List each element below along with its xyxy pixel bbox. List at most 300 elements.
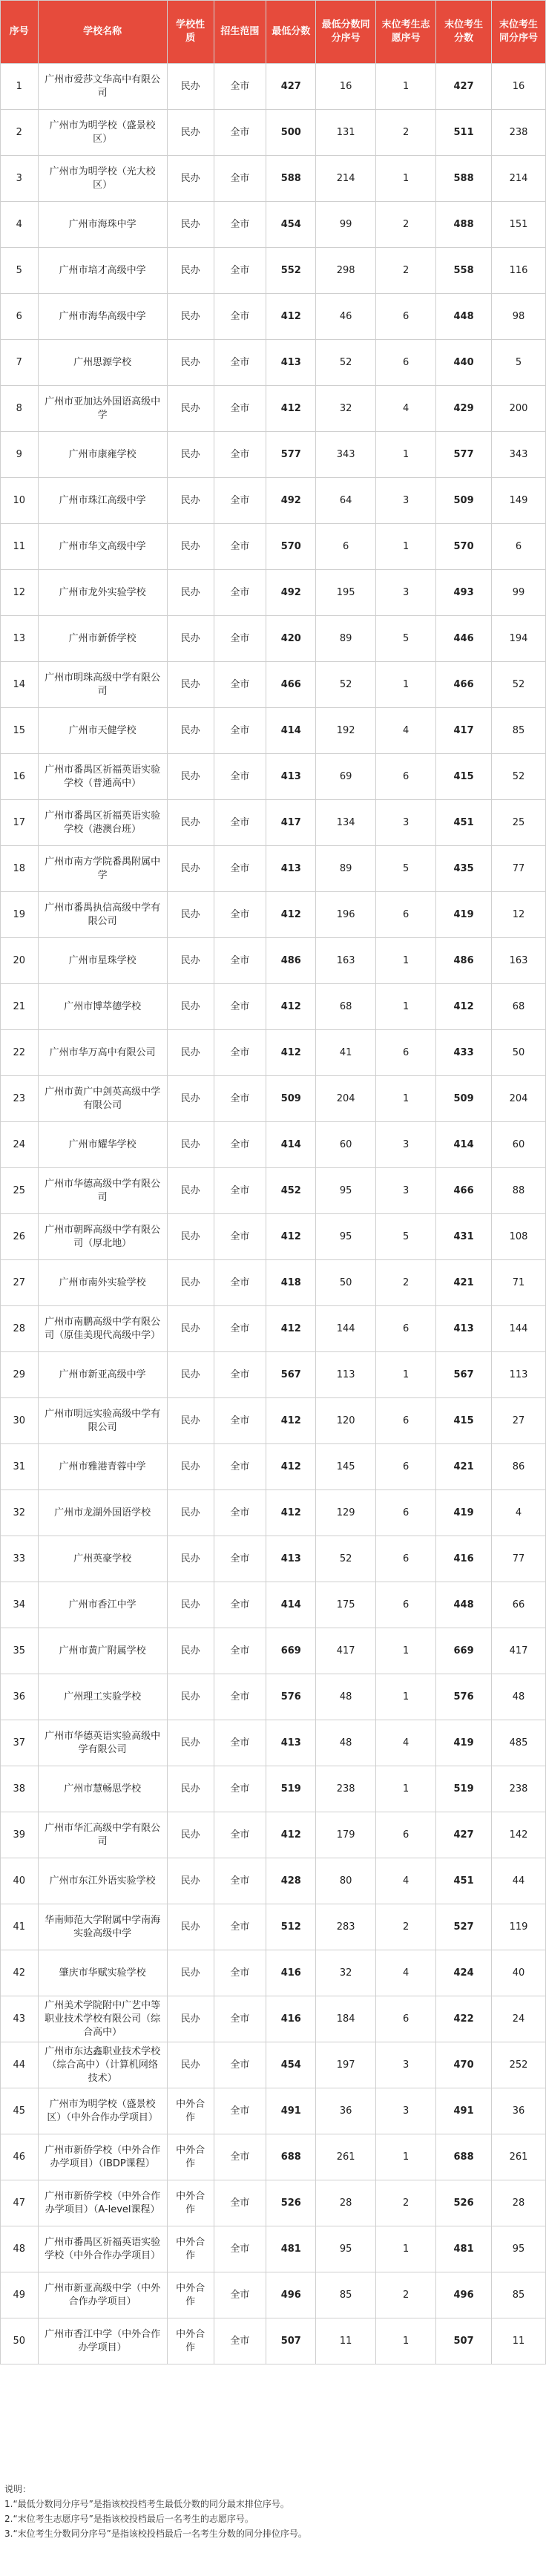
cell-school-name: 广州市慧畅思学校 [38,1766,167,1812]
cell-last-choice-order: 2 [376,1904,436,1950]
cell-index: 39 [1,1812,39,1858]
cell-last-score-rank: 252 [492,2042,546,2088]
cell-enrollment-scope: 全市 [214,1674,266,1720]
cell-min-score: 466 [266,662,316,708]
cell-school-name: 广州市新侨学校 [38,616,167,662]
cell-enrollment-scope: 全市 [214,294,266,340]
cell-min-score: 492 [266,478,316,524]
cell-school-name: 广州英豪学校 [38,1536,167,1582]
cell-min-score: 414 [266,1582,316,1628]
cell-last-choice-order: 1 [376,1076,436,1122]
cell-school-name: 广州市番禺区祈福英语实验学校（普通高中） [38,754,167,800]
cell-index: 47 [1,2180,39,2226]
cell-last-score: 435 [436,846,492,892]
cell-index: 5 [1,248,39,294]
cell-index: 21 [1,984,39,1030]
cell-school-type: 民办 [167,1582,214,1628]
cell-school-name: 广州市明珠高级中学有限公司 [38,662,167,708]
cell-last-score: 669 [436,1628,492,1674]
table-row [1,2134,546,2180]
cell-index: 34 [1,1582,39,1628]
cell-last-choice-order: 3 [376,478,436,524]
table-row [1,2272,546,2318]
cell-last-choice-order: 2 [376,248,436,294]
cell-school-type: 民办 [167,1076,214,1122]
table-row [1,1398,546,1444]
cell-enrollment-scope: 全市 [214,1260,266,1306]
cell-school-type: 民办 [167,1444,214,1490]
cell-index: 6 [1,294,39,340]
cell-last-choice-order: 3 [376,2088,436,2134]
cell-enrollment-scope: 全市 [214,1766,266,1812]
table-row [1,984,546,1030]
cell-min-score: 416 [266,1996,316,2042]
cell-min-score: 416 [266,1950,316,1996]
cell-index: 14 [1,662,39,708]
cell-last-score-rank: 44 [492,1858,546,1904]
table-row [1,1720,546,1766]
table-row [1,1812,546,1858]
cell-school-type: 民办 [167,1996,214,2042]
cell-last-score-rank: 27 [492,1398,546,1444]
cell-school-name: 广州市培才高级中学 [38,248,167,294]
cell-last-choice-order: 2 [376,202,436,248]
cell-school-type: 民办 [167,1858,214,1904]
cell-school-type: 民办 [167,478,214,524]
cell-min-score: 412 [266,1214,316,1260]
cell-school-name: 广州市番禺执信高级中学有限公司 [38,892,167,938]
cell-last-score: 415 [436,754,492,800]
cell-index: 41 [1,1904,39,1950]
cell-index: 3 [1,156,39,202]
cell-enrollment-scope: 全市 [214,524,266,570]
cell-min-score: 570 [266,524,316,570]
cell-min-score-rank: 48 [316,1674,376,1720]
cell-last-choice-order: 1 [376,2226,436,2272]
cell-index: 31 [1,1444,39,1490]
cell-min-score-rank: 131 [316,110,376,156]
cell-school-type: 民办 [167,1950,214,1996]
cell-min-score: 412 [266,984,316,1030]
cell-last-choice-order: 1 [376,432,436,478]
cell-min-score-rank: 204 [316,1076,376,1122]
cell-last-score: 588 [436,156,492,202]
cell-last-score-rank: 12 [492,892,546,938]
table-row [1,754,546,800]
cell-school-type: 民办 [167,2042,214,2088]
cell-school-type: 民办 [167,1122,214,1168]
table-row [1,1536,546,1582]
cell-school-name: 广州市海华高级中学 [38,294,167,340]
cell-min-score: 412 [266,1306,316,1352]
cell-last-score-rank: 113 [492,1352,546,1398]
cell-school-name: 广州市珠江高级中学 [38,478,167,524]
cell-enrollment-scope: 全市 [214,110,266,156]
cell-min-score: 412 [266,1812,316,1858]
cell-school-type: 民办 [167,1812,214,1858]
cell-enrollment-scope: 全市 [214,386,266,432]
cell-school-type: 民办 [167,1628,214,1674]
cell-school-type: 民办 [167,1536,214,1582]
cell-last-score: 486 [436,938,492,984]
cell-school-type: 中外合作 [167,2180,214,2226]
cell-last-score-rank: 68 [492,984,546,1030]
cell-last-score-rank: 119 [492,1904,546,1950]
cell-min-score-rank: 41 [316,1030,376,1076]
cell-school-type: 民办 [167,662,214,708]
cell-school-name: 广州市华汇高级中学有限公司 [38,1812,167,1858]
cell-school-name: 广州市南外实验学校 [38,1260,167,1306]
cell-last-choice-order: 1 [376,938,436,984]
cell-last-score: 427 [436,1812,492,1858]
table-row [1,2180,546,2226]
cell-last-choice-order: 6 [376,754,436,800]
table-row [1,1904,546,1950]
cell-school-name: 广州市新侨学校（中外合作办学项目）（A-level课程） [38,2180,167,2226]
table-row [1,2226,546,2272]
cell-last-score-rank: 204 [492,1076,546,1122]
cell-min-score: 576 [266,1674,316,1720]
cell-last-score: 451 [436,1858,492,1904]
cell-last-choice-order: 1 [376,984,436,1030]
cell-index: 11 [1,524,39,570]
cell-last-choice-order: 4 [376,1720,436,1766]
table-row [1,662,546,708]
cell-school-type: 民办 [167,64,214,110]
cell-last-choice-order: 6 [376,1306,436,1352]
cell-min-score-rank: 80 [316,1858,376,1904]
cell-last-score: 419 [436,1490,492,1536]
cell-min-score-rank: 32 [316,1950,376,1996]
cell-school-type: 民办 [167,202,214,248]
cell-last-choice-order: 1 [376,1352,436,1398]
cell-last-choice-order: 6 [376,1996,436,2042]
cell-last-score: 448 [436,1582,492,1628]
cell-index: 25 [1,1168,39,1214]
cell-school-type: 中外合作 [167,2272,214,2318]
table-row [1,1582,546,1628]
cell-last-score-rank: 5 [492,340,546,386]
table-row [1,616,546,662]
cell-enrollment-scope: 全市 [214,1812,266,1858]
cell-min-score-rank: 48 [316,1720,376,1766]
table-row [1,1674,546,1720]
cell-min-score: 412 [266,1444,316,1490]
cell-school-name: 广州市天健学校 [38,708,167,754]
cell-last-score: 576 [436,1674,492,1720]
cell-last-score: 417 [436,708,492,754]
cell-last-score: 481 [436,2226,492,2272]
cell-min-score-rank: 68 [316,984,376,1030]
table-row [1,1858,546,1904]
cell-last-score: 491 [436,2088,492,2134]
cell-min-score: 412 [266,1030,316,1076]
cell-enrollment-scope: 全市 [214,2272,266,2318]
cell-school-type: 民办 [167,386,214,432]
cell-last-score: 466 [436,662,492,708]
cell-min-score: 412 [266,1398,316,1444]
cell-enrollment-scope: 全市 [214,984,266,1030]
cell-min-score-rank: 144 [316,1306,376,1352]
cell-index: 28 [1,1306,39,1352]
table-row [1,1490,546,1536]
cell-last-score-rank: 52 [492,662,546,708]
cell-min-score-rank: 52 [316,340,376,386]
cell-last-score: 422 [436,1996,492,2042]
cell-min-score: 567 [266,1352,316,1398]
cell-index: 4 [1,202,39,248]
cell-min-score: 413 [266,754,316,800]
cell-last-choice-order: 6 [376,892,436,938]
cell-min-score: 413 [266,1536,316,1582]
cell-min-score: 486 [266,938,316,984]
cell-min-score-rank: 417 [316,1628,376,1674]
cell-min-score-rank: 179 [316,1812,376,1858]
table-row [1,248,546,294]
cell-min-score-rank: 113 [316,1352,376,1398]
header-min-score: 最低分数 [266,1,316,64]
cell-min-score-rank: 214 [316,156,376,202]
cell-index: 20 [1,938,39,984]
cell-index: 50 [1,2318,39,2364]
cell-last-score-rank: 485 [492,1720,546,1766]
cell-min-score-rank: 6 [316,524,376,570]
cell-min-score: 414 [266,708,316,754]
cell-school-name: 广州市耀华学校 [38,1122,167,1168]
note-line: 3.“末位考生分数同分序号”是指该校投档最后一名考生分数的同分排位序号。 [4,2529,307,2539]
cell-school-name: 广州市新亚高级中学 [38,1352,167,1398]
cell-school-type: 民办 [167,938,214,984]
cell-last-score: 451 [436,800,492,846]
cell-enrollment-scope: 全市 [214,1030,266,1076]
cell-school-name: 广州市黄广附属学校 [38,1628,167,1674]
cell-min-score: 452 [266,1168,316,1214]
cell-enrollment-scope: 全市 [214,2318,266,2364]
cell-last-score-rank: 95 [492,2226,546,2272]
cell-last-choice-order: 3 [376,1168,436,1214]
cell-min-score-rank: 120 [316,1398,376,1444]
cell-index: 1 [1,64,39,110]
note-line: 2.“末位考生志愿序号”是指该校投档最后一名考生的志愿序号。 [4,2514,254,2524]
cell-last-score-rank: 40 [492,1950,546,1996]
cell-enrollment-scope: 全市 [214,1306,266,1352]
cell-school-type: 中外合作 [167,2318,214,2364]
cell-school-name: 广州市华德英语实验高级中学有限公司 [38,1720,167,1766]
cell-last-score-rank: 261 [492,2134,546,2180]
cell-index: 26 [1,1214,39,1260]
cell-min-score: 507 [266,2318,316,2364]
cell-enrollment-scope: 全市 [214,1582,266,1628]
table-row [1,386,546,432]
cell-school-name: 广州市新侨学校（中外合作办学项目）（IBDP课程） [38,2134,167,2180]
cell-school-type: 民办 [167,1766,214,1812]
cell-enrollment-scope: 全市 [214,2226,266,2272]
cell-last-choice-order: 6 [376,1490,436,1536]
cell-min-score-rank: 283 [316,1904,376,1950]
cell-min-score: 417 [266,800,316,846]
cell-school-type: 民办 [167,1214,214,1260]
cell-min-score: 428 [266,1858,316,1904]
table-row [1,1214,546,1260]
cell-school-name: 广州市博萃德学校 [38,984,167,1030]
cell-last-score-rank: 417 [492,1628,546,1674]
cell-last-score: 431 [436,1214,492,1260]
cell-school-name: 广州市番禺区祈福英语实验学校（港澳台班） [38,800,167,846]
cell-school-name: 广州市为明学校（光大校区） [38,156,167,202]
cell-min-score-rank: 134 [316,800,376,846]
cell-last-score: 440 [436,340,492,386]
header-index: 序号 [1,1,39,64]
cell-school-name: 广州市黄广中剑英高级中学有限公司 [38,1076,167,1122]
cell-last-choice-order: 6 [376,1536,436,1582]
cell-enrollment-scope: 全市 [214,708,266,754]
cell-min-score: 688 [266,2134,316,2180]
cell-last-score-rank: 77 [492,846,546,892]
header-last-choice-order: 末位考生志愿序号 [376,1,436,64]
cell-min-score-rank: 89 [316,616,376,662]
table-row [1,1306,546,1352]
cell-last-score: 419 [436,1720,492,1766]
table-row [1,1122,546,1168]
cell-school-name: 广州市龙外实验学校 [38,570,167,616]
cell-last-score: 527 [436,1904,492,1950]
cell-last-choice-order: 2 [376,2272,436,2318]
cell-last-score-rank: 88 [492,1168,546,1214]
cell-school-name: 广州美术学院附中广艺中等职业技术学校有限公司（综合高中） [38,1996,167,2042]
cell-school-type: 中外合作 [167,2134,214,2180]
cell-min-score-rank: 50 [316,1260,376,1306]
cell-last-score: 429 [436,386,492,432]
cell-min-score-rank: 298 [316,248,376,294]
cell-last-score-rank: 77 [492,1536,546,1582]
cell-index: 40 [1,1858,39,1904]
cell-enrollment-scope: 全市 [214,754,266,800]
cell-school-name: 广州市明远实验高级中学有限公司 [38,1398,167,1444]
cell-enrollment-scope: 全市 [214,2180,266,2226]
cell-enrollment-scope: 全市 [214,1858,266,1904]
cell-enrollment-scope: 全市 [214,2042,266,2088]
cell-min-score: 412 [266,892,316,938]
cell-school-name: 广州市南方学院番禺附属中学 [38,846,167,892]
cell-min-score-rank: 129 [316,1490,376,1536]
cell-school-name: 广州市新亚高级中学（中外合作办学项目） [38,2272,167,2318]
cell-min-score-rank: 95 [316,1214,376,1260]
cell-school-type: 民办 [167,570,214,616]
cell-school-type: 民办 [167,1352,214,1398]
cell-enrollment-scope: 全市 [214,156,266,202]
cell-index: 37 [1,1720,39,1766]
cell-school-name: 广州市香江中学 [38,1582,167,1628]
cell-min-score: 588 [266,156,316,202]
table-row [1,708,546,754]
cell-last-score-rank: 24 [492,1996,546,2042]
cell-index: 36 [1,1674,39,1720]
cell-index: 38 [1,1766,39,1812]
header-enrollment-scope: 招生范围 [214,1,266,64]
table-row [1,110,546,156]
table-row [1,432,546,478]
table-row [1,2318,546,2364]
cell-min-score: 454 [266,202,316,248]
cell-last-choice-order: 1 [376,1766,436,1812]
cell-min-score-rank: 184 [316,1996,376,2042]
cell-min-score-rank: 261 [316,2134,376,2180]
cell-min-score-rank: 343 [316,432,376,478]
cell-index: 12 [1,570,39,616]
cell-last-score-rank: 36 [492,2088,546,2134]
cell-last-score: 419 [436,892,492,938]
table-row [1,202,546,248]
cell-school-name: 广州市星珠学校 [38,938,167,984]
cell-index: 32 [1,1490,39,1536]
table-row [1,2042,546,2088]
cell-index: 45 [1,2088,39,2134]
cell-index: 19 [1,892,39,938]
cell-school-type: 民办 [167,340,214,386]
cell-last-score: 413 [436,1306,492,1352]
cell-school-type: 民办 [167,1674,214,1720]
cell-last-score: 446 [436,616,492,662]
cell-index: 16 [1,754,39,800]
cell-index: 7 [1,340,39,386]
cell-min-score: 526 [266,2180,316,2226]
cell-school-name: 广州市华万高中有限公司 [38,1030,167,1076]
cell-last-score: 567 [436,1352,492,1398]
cell-last-choice-order: 4 [376,708,436,754]
cell-school-name: 广州市龙湖外国语学校 [38,1490,167,1536]
cell-min-score: 509 [266,1076,316,1122]
cell-min-score: 414 [266,1122,316,1168]
cell-school-type: 民办 [167,892,214,938]
cell-last-score-rank: 194 [492,616,546,662]
cell-min-score-rank: 52 [316,1536,376,1582]
header-school-name: 学校名称 [38,1,167,64]
cell-last-score: 421 [436,1260,492,1306]
cell-last-score: 688 [436,2134,492,2180]
cell-last-choice-order: 1 [376,1628,436,1674]
cell-min-score-rank: 175 [316,1582,376,1628]
cell-min-score: 412 [266,386,316,432]
cell-min-score: 519 [266,1766,316,1812]
cell-enrollment-scope: 全市 [214,432,266,478]
cell-min-score: 420 [266,616,316,662]
table-row [1,846,546,892]
cell-last-choice-order: 6 [376,1444,436,1490]
cell-last-choice-order: 1 [376,2318,436,2364]
cell-enrollment-scope: 全市 [214,1168,266,1214]
cell-school-type: 民办 [167,1168,214,1214]
cell-last-score-rank: 343 [492,432,546,478]
cell-enrollment-scope: 全市 [214,800,266,846]
cell-last-choice-order: 2 [376,1260,436,1306]
cell-school-name: 广州市东江外语实验学校 [38,1858,167,1904]
cell-min-score-rank: 11 [316,2318,376,2364]
cell-last-choice-order: 6 [376,340,436,386]
cell-index: 48 [1,2226,39,2272]
cell-last-score: 412 [436,984,492,1030]
cell-enrollment-scope: 全市 [214,64,266,110]
table-row [1,1076,546,1122]
cell-school-name: 广州理工实验学校 [38,1674,167,1720]
cell-min-score-rank: 52 [316,662,376,708]
cell-enrollment-scope: 全市 [214,2088,266,2134]
cell-last-score: 558 [436,248,492,294]
cell-last-choice-order: 5 [376,616,436,662]
cell-last-score-rank: 28 [492,2180,546,2226]
cell-min-score-rank: 16 [316,64,376,110]
cell-enrollment-scope: 全市 [214,1122,266,1168]
cell-school-type: 民办 [167,984,214,1030]
